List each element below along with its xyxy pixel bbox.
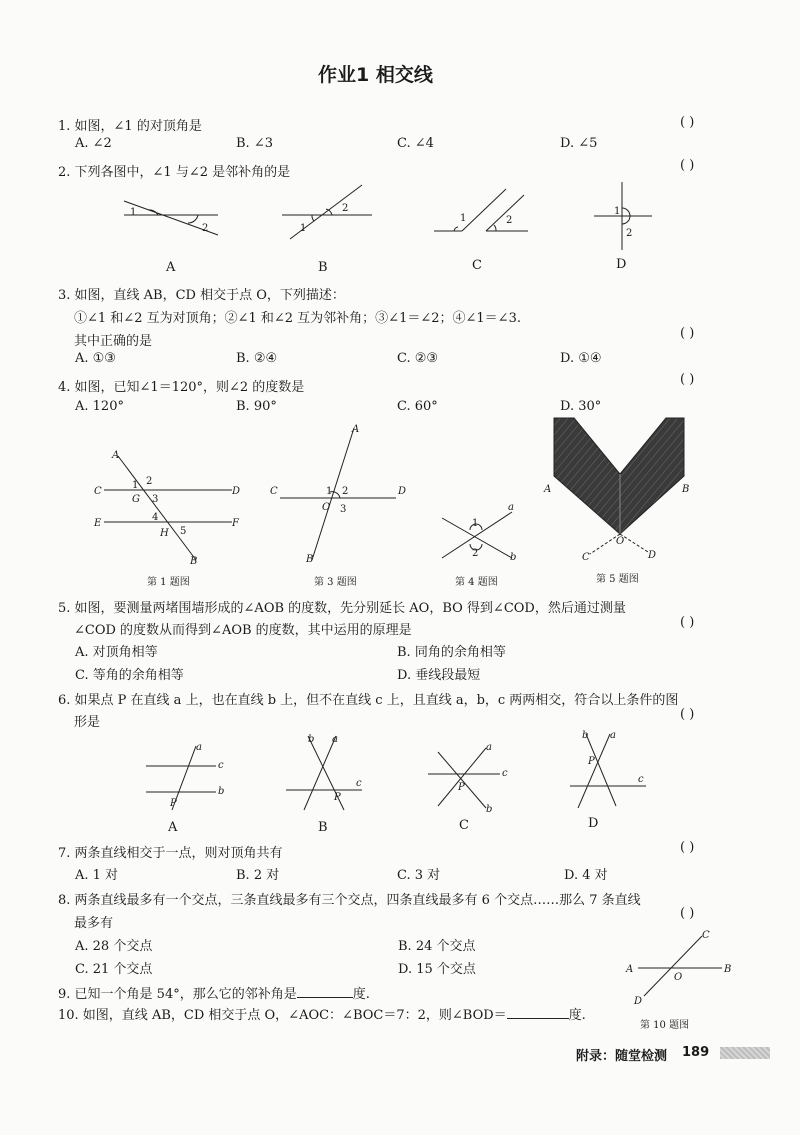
svg-text:1: 1	[326, 486, 333, 497]
figure-1	[90, 448, 250, 568]
svg-text:c: c	[218, 760, 224, 771]
figure-1-caption: 第 1 题图	[147, 577, 190, 588]
svg-text:F: F	[232, 518, 239, 529]
figure-4-caption: 第 4 题图	[455, 577, 498, 588]
q3-statements: ①∠1 和∠2 互为对顶角；②∠1 和∠2 互为邻补角；③∠1＝∠2；④∠1＝∠3.	[74, 311, 521, 326]
q1-stem: 1. 如图，∠1 的对顶角是	[58, 119, 202, 134]
q6-figure-d	[566, 728, 650, 818]
q2-figure-a-label: A	[166, 260, 176, 275]
svg-text:C: C	[270, 486, 278, 497]
q5-option-a: A. 对顶角相等	[75, 645, 158, 660]
q10-text-after: 度.	[568, 1008, 586, 1023]
q2-figure-b	[276, 183, 376, 245]
svg-text:a: a	[610, 730, 616, 741]
q2-figure-b-label: B	[318, 260, 328, 275]
svg-text:3: 3	[340, 504, 347, 515]
figure-10	[618, 926, 742, 1010]
svg-text:D: D	[634, 996, 643, 1007]
q1-answer-bracket: ( )	[680, 115, 695, 130]
q5-option-d: D. 垂线段最短	[397, 668, 481, 683]
q3-option-c: C. ②③	[397, 351, 439, 366]
q5-option-b: B. 同角的余角相等	[397, 645, 506, 660]
footer-section-title: 附录：随堂检测	[576, 1049, 668, 1064]
figure-3-caption: 第 3 题图	[314, 577, 357, 588]
svg-text:2: 2	[342, 486, 349, 497]
q4-option-b: B. 90°	[236, 399, 277, 414]
q2b-angle-1: 1	[300, 223, 307, 234]
q8-answer-bracket: ( )	[680, 906, 695, 921]
q6-figure-c-label: C	[459, 818, 469, 833]
svg-text:H: H	[160, 528, 169, 539]
footer-page-number: 189	[682, 1045, 710, 1060]
q1-option-a: A. ∠2	[75, 136, 112, 151]
svg-text:A: A	[352, 424, 360, 435]
q6-figure-a-label: A	[168, 820, 178, 835]
svg-text:P: P	[458, 782, 465, 793]
q4-answer-bracket: ( )	[680, 372, 695, 387]
q3-answer-bracket: ( )	[680, 326, 695, 341]
q3-option-d: D. ①④	[560, 351, 602, 366]
q8-option-b: B. 24 个交点	[398, 939, 476, 954]
q2c-angle-2: 2	[506, 215, 513, 226]
svg-text:P: P	[588, 756, 595, 767]
q2-figure-d-label: D	[616, 257, 627, 272]
svg-text:C: C	[702, 930, 710, 941]
svg-text:c: c	[502, 768, 508, 779]
q7-option-b: B. 2 对	[236, 868, 280, 883]
q8-line-1: 8. 两条直线最多有一个交点，三条直线最多有三个交点，四条直线最多有 6 个交点……那么 7 条直线	[58, 893, 641, 908]
q5-answer-bracket: ( )	[680, 615, 695, 630]
q4-option-d: D. 30°	[560, 399, 602, 414]
q8-option-d: D. 15 个交点	[398, 962, 476, 977]
q7-stem: 7. 两条直线相交于一点，则对顶角共有	[58, 846, 283, 861]
q6-figure-b	[282, 730, 366, 814]
q2-figure-d	[588, 180, 656, 252]
page-title: 作业1 相交线	[318, 64, 433, 86]
q7-answer-bracket: ( )	[680, 840, 695, 855]
svg-text:B: B	[306, 554, 314, 565]
q8-option-a: A. 28 个交点	[75, 939, 153, 954]
svg-text:O: O	[322, 502, 331, 513]
q2a-angle-1: 1	[130, 207, 137, 218]
svg-text:A: A	[112, 450, 120, 461]
q6-line-1: 6. 如果点 P 在直线 a 上，也在直线 b 上，但不在直线 c 上，且直线 a，b，c 两两相交，符合以上条件的图	[58, 693, 679, 708]
svg-text:4: 4	[152, 512, 159, 523]
q3-option-a: A. ①③	[75, 351, 116, 366]
figure-4	[436, 500, 526, 568]
q8-option-c: C. 21 个交点	[75, 962, 153, 977]
svg-text:c: c	[638, 774, 644, 785]
q6-figure-d-label: D	[588, 816, 599, 831]
q4-stem: 4. 如图，已知∠1＝120°，则∠2 的度数是	[58, 380, 305, 395]
figure-5	[540, 414, 690, 564]
q9-text-after: 度.	[352, 987, 370, 1002]
svg-text:P: P	[334, 792, 341, 803]
q10-text-before: 10. 如图，直线 AB，CD 相交于点 O，∠AOC：∠BOC＝7：2，则∠BOD＝	[58, 1008, 507, 1023]
q8-line-2: 最多有	[74, 916, 114, 931]
svg-text:a: a	[508, 502, 514, 513]
q10-question	[58, 1004, 586, 1023]
q2d-angle-1: 1	[614, 206, 621, 217]
svg-text:O: O	[674, 972, 683, 983]
svg-text:3: 3	[152, 494, 159, 505]
svg-text:D: D	[398, 486, 407, 497]
q2a-angle-2: 2	[202, 223, 209, 234]
q10-answer-blank[interactable]	[507, 1006, 569, 1019]
q9-question	[58, 983, 370, 1002]
svg-text:B: B	[682, 484, 690, 495]
q4-option-a: A. 120°	[75, 399, 124, 414]
svg-text:2: 2	[472, 548, 479, 559]
q6-answer-bracket: ( )	[680, 707, 695, 722]
svg-text:A: A	[626, 964, 634, 975]
q2d-angle-2: 2	[626, 228, 633, 239]
svg-text:2: 2	[146, 476, 153, 487]
svg-text:a: a	[486, 742, 492, 753]
svg-text:B: B	[190, 556, 198, 567]
q2-answer-bracket: ( )	[680, 158, 695, 173]
svg-text:P: P	[170, 798, 177, 809]
svg-text:O: O	[616, 536, 625, 547]
q1-option-b: B. ∠3	[236, 136, 273, 151]
figure-10-caption: 第 10 题图	[640, 1020, 690, 1031]
q1-option-c: C. ∠4	[397, 136, 434, 151]
svg-text:B: B	[724, 964, 732, 975]
svg-text:a: a	[332, 734, 338, 745]
q6-figure-b-label: B	[318, 820, 328, 835]
svg-text:D: D	[232, 486, 241, 497]
q2-figure-c	[432, 185, 532, 237]
svg-text:G: G	[132, 494, 140, 505]
figure-3	[268, 420, 412, 570]
svg-text:D: D	[648, 550, 657, 561]
svg-text:C: C	[94, 486, 102, 497]
svg-text:A: A	[544, 484, 552, 495]
q5-line-2: ∠COD 的度数从而得到∠AOB 的度数，其中运用的原理是	[74, 623, 412, 638]
svg-text:b: b	[582, 730, 589, 741]
q3-option-b: B. ②④	[236, 351, 278, 366]
q6-figure-a	[140, 736, 230, 816]
svg-text:b: b	[308, 734, 315, 745]
q4-option-c: C. 60°	[397, 399, 438, 414]
q2-stem: 2. 下列各图中，∠1 与∠2 是邻补角的是	[58, 165, 291, 180]
q6-line-2: 形是	[74, 715, 101, 730]
q1-option-d: D. ∠5	[560, 136, 598, 151]
q7-option-d: D. 4 对	[564, 868, 608, 883]
q2-figure-a	[118, 185, 228, 245]
q7-option-a: A. 1 对	[75, 868, 119, 883]
footer-decoration-bar	[720, 1047, 770, 1059]
svg-text:E: E	[94, 518, 102, 529]
q7-option-c: C. 3 对	[397, 868, 441, 883]
svg-text:a: a	[196, 742, 202, 753]
q3-stem: 3. 如图，直线 AB，CD 相交于点 O，下列描述：	[58, 288, 345, 303]
svg-text:C: C	[582, 552, 590, 563]
q2-figure-c-label: C	[472, 258, 482, 273]
q2b-angle-2: 2	[342, 203, 349, 214]
svg-text:c: c	[356, 778, 362, 789]
svg-text:1: 1	[132, 480, 139, 491]
q5-option-c: C. 等角的余角相等	[75, 668, 184, 683]
q5-line-1: 5. 如图，要测量两堵围墙形成的∠AOB 的度数，先分别延长 AO，BO 得到∠COD，然后通过测量	[58, 601, 626, 616]
svg-text:b: b	[218, 786, 225, 797]
q9-answer-blank[interactable]	[297, 985, 353, 998]
q9-text-before: 9. 已知一个角是 54°，那么它的邻补角是	[58, 987, 297, 1002]
svg-text:b: b	[510, 552, 517, 563]
q3-question: 其中正确的是	[74, 334, 153, 349]
q2c-angle-1: 1	[460, 213, 467, 224]
svg-text:1: 1	[472, 518, 479, 529]
figure-5-caption: 第 5 题图	[596, 574, 639, 585]
q6-figure-c	[424, 742, 508, 815]
svg-text:b: b	[486, 804, 493, 815]
svg-text:5: 5	[180, 526, 187, 537]
